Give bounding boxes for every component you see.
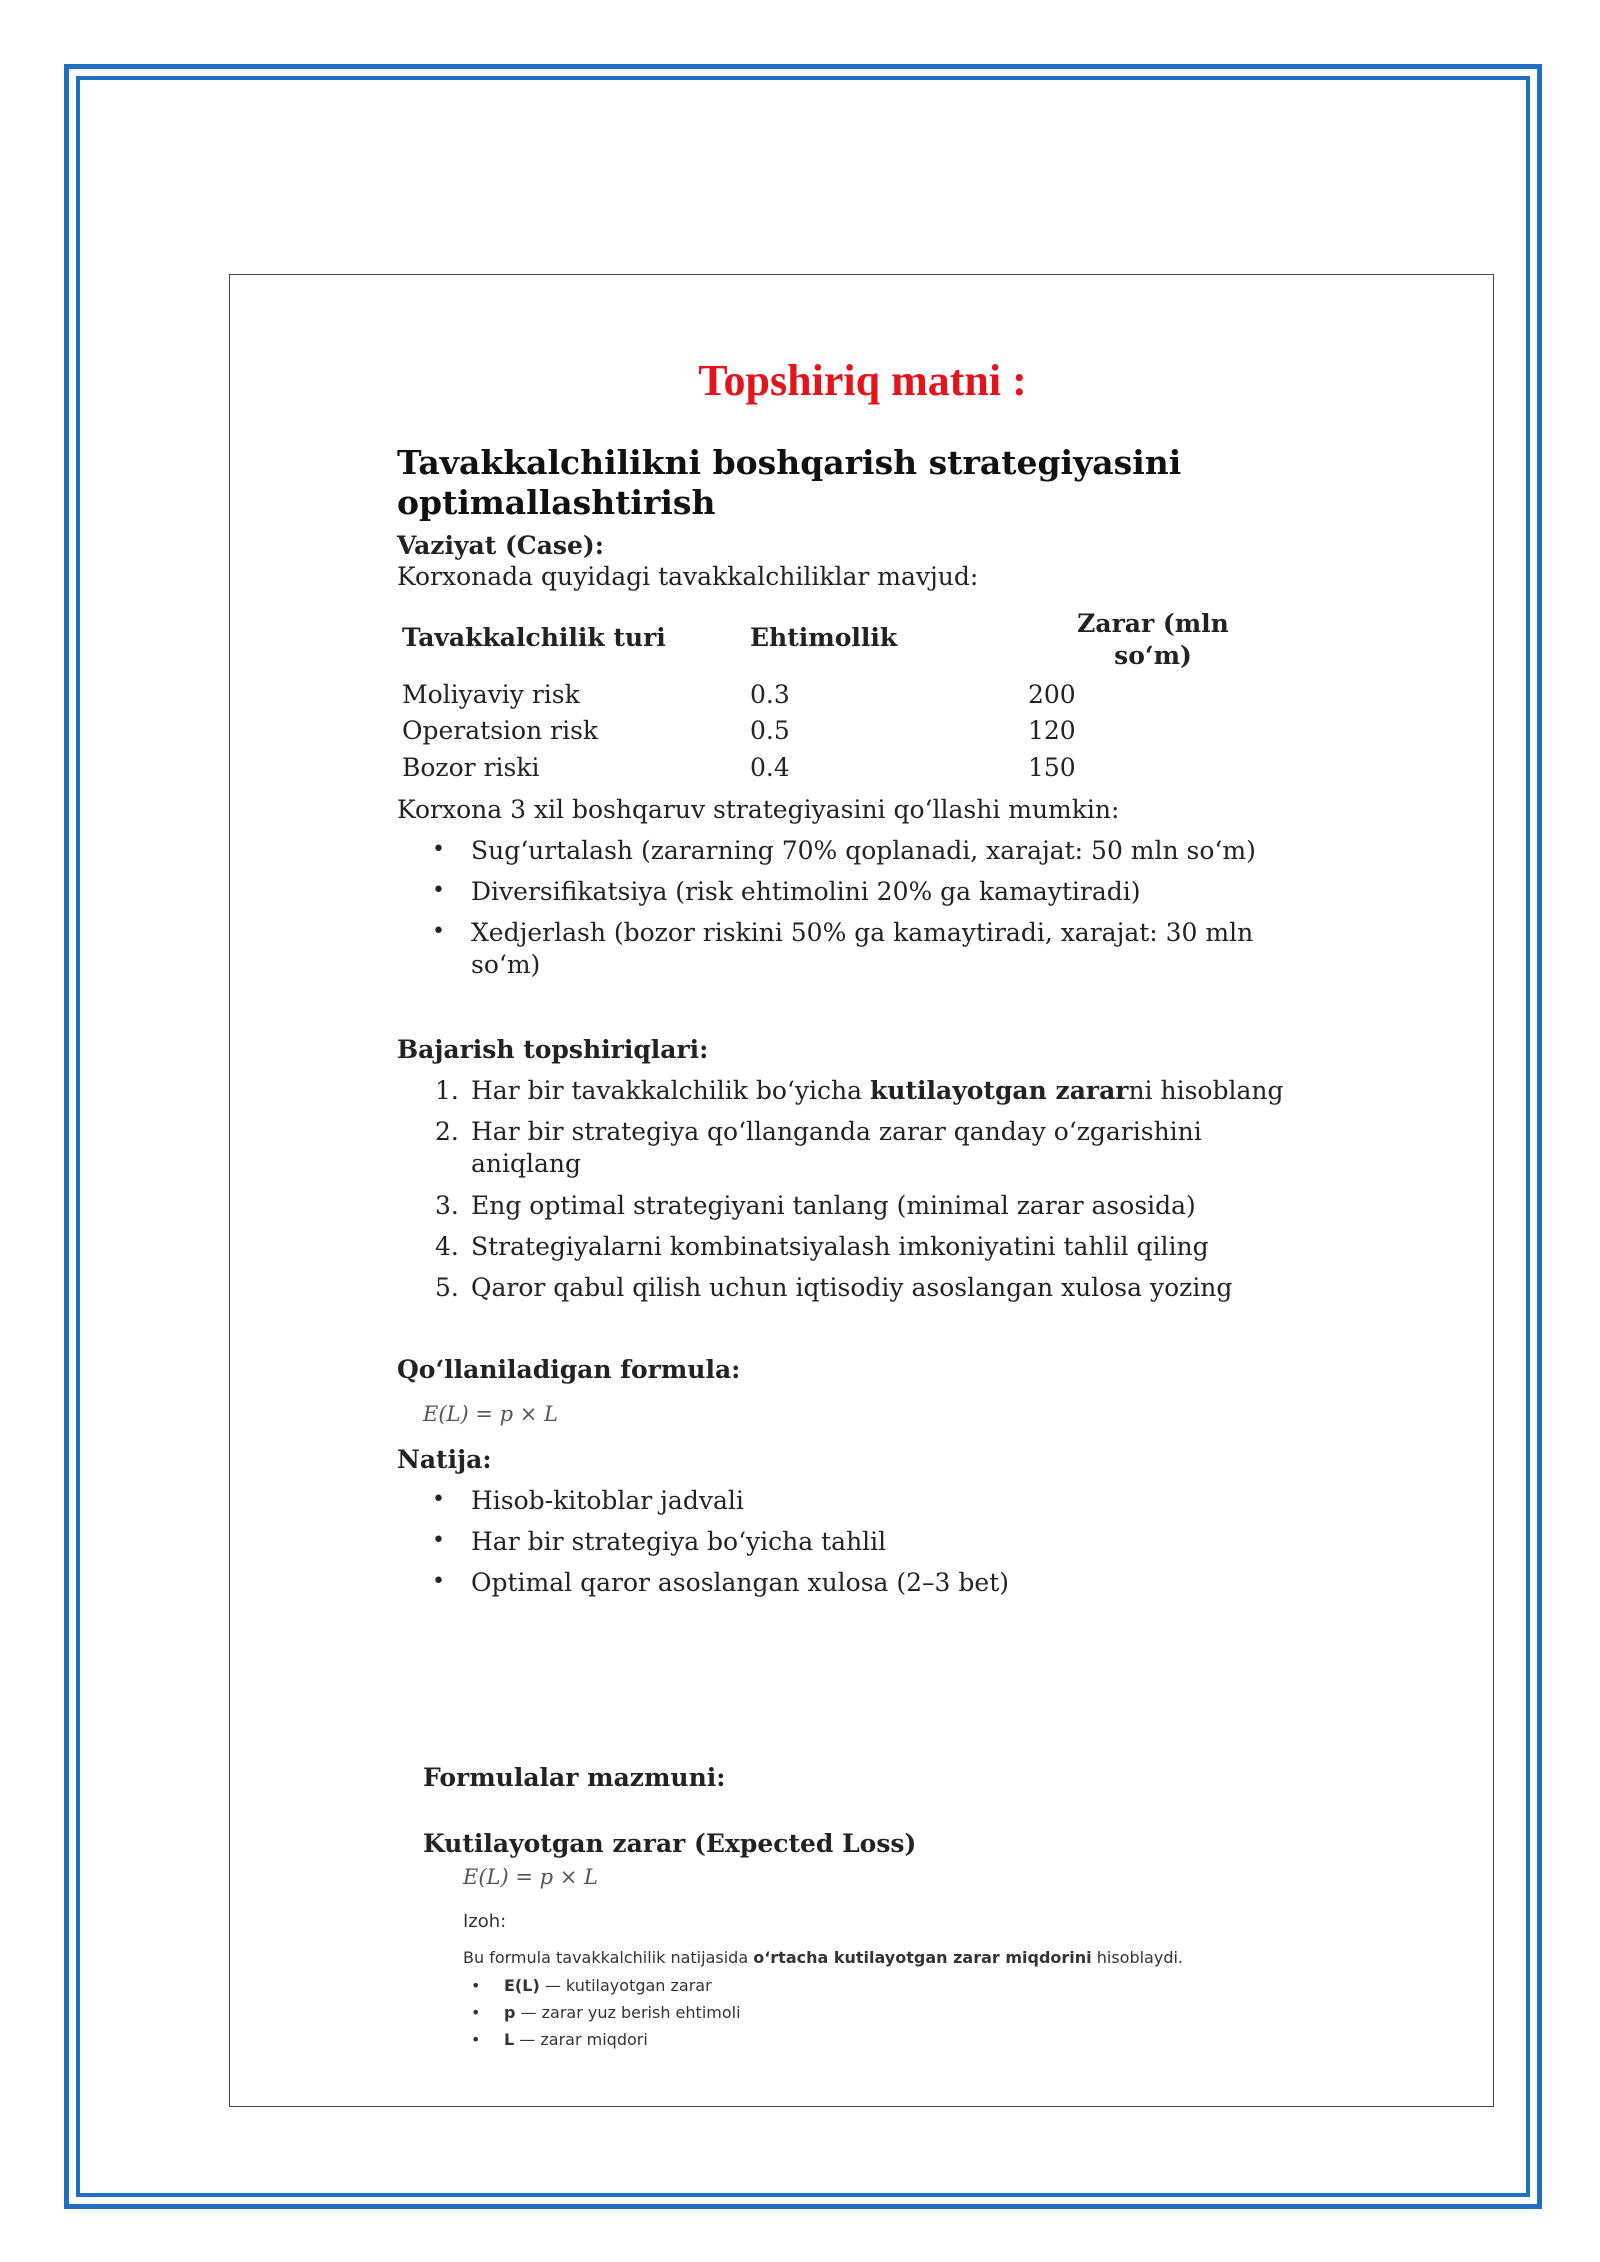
strategies-intro: Korxona 3 xil boshqaruv strategiyasini qo‘llashi mumkin: (397, 795, 1120, 824)
table-cell: 0.5 (750, 716, 790, 745)
task-number: 2. (435, 1117, 459, 1146)
table-cell: 200 (1028, 680, 1076, 709)
expected-loss-label: Kutilayotgan zarar (Expected Loss) (423, 1829, 917, 1858)
bullet-dot: • (471, 2030, 481, 2049)
note-text: Bu formula tavakkalchilik natijasida o‘rtacha kutilayotgan zarar miqdorini hisoblaydi. (463, 1948, 1184, 1967)
table-cell: Operatsion risk (402, 716, 599, 745)
bullet-dot: • (432, 1569, 445, 1594)
meanings-label: Formulalar mazmuni: (423, 1763, 726, 1792)
note-label: Izoh: (463, 1911, 507, 1932)
table-cell: 0.3 (750, 680, 790, 709)
bullet-dot: • (471, 2003, 481, 2022)
formula: E(L) = p × L (423, 1402, 558, 1426)
formula-2: E(L) = p × L (463, 1865, 598, 1889)
table-cell: Moliyaviy risk (402, 680, 580, 709)
task-number: 5. (435, 1273, 459, 1302)
table-header-probability: Ehtimollik (750, 623, 898, 652)
bullet-dot: • (432, 1528, 445, 1553)
table-cell: 120 (1028, 716, 1076, 745)
strategy-item: Xedjerlash (bozor riskini 50% ga kamaytiradi, xarajat: 30 mln (471, 918, 1254, 947)
task-number: 1. (435, 1076, 459, 1105)
document-page (229, 274, 1494, 2107)
result-item: Har bir strategiya bo‘yicha tahlil (471, 1527, 887, 1556)
task-item: Qaror qabul qilish uchun iqtisodiy asoslangan xulosa yozing (471, 1273, 1233, 1302)
tasks-label: Bajarish topshiriqlari: (397, 1035, 709, 1064)
bullet-dot: • (432, 1487, 445, 1512)
task-item: Har bir strategiya qo‘llanganda zarar qanday o‘zgarishini (471, 1117, 1202, 1146)
task-item: Strategiyalarni kombinatsiyalash imkoniyatini tahlil qiling (471, 1232, 1209, 1261)
definition-item: E(L) — kutilayotgan zarar (504, 1976, 712, 1995)
table-header-type: Tavakkalchilik turi (402, 623, 666, 652)
bullet-dot: • (432, 837, 445, 862)
bullet-dot: • (471, 1976, 481, 1995)
task-item-continuation: aniqlang (471, 1149, 582, 1178)
table-cell: 150 (1028, 753, 1076, 782)
strategy-item: Diversifikatsiya (risk ehtimolini 20% ga kamaytiradi) (471, 877, 1141, 906)
bullet-dot: • (432, 919, 445, 944)
definition-item: p — zarar yuz berish ehtimoli (504, 2003, 741, 2022)
result-item: Hisob-kitoblar jadvali (471, 1486, 744, 1515)
heading-line-2: optimallashtirish (397, 483, 716, 522)
task-number: 4. (435, 1232, 459, 1261)
task-number: 3. (435, 1191, 459, 1220)
formula-label: Qo‘llaniladigan formula: (397, 1355, 741, 1384)
strategy-item: Sug‘urtalash (zararning 70% qoplanadi, xarajat: 50 mln so‘m) (471, 836, 1256, 865)
heading-line-1: Tavakkalchilikni boshqarish strategiyasini (397, 443, 1182, 482)
strategy-item-continuation: so‘m) (471, 950, 541, 979)
table-cell: Bozor riski (402, 753, 540, 782)
result-label: Natija: (397, 1445, 492, 1474)
bullet-dot: • (432, 878, 445, 903)
result-item: Optimal qaror asoslangan xulosa (2–3 bet) (471, 1568, 1010, 1597)
table-header-loss-line1: Zarar (mln (1077, 609, 1229, 638)
table-header-loss-line2: so‘m) (1114, 641, 1192, 670)
task-item: Eng optimal strategiyani tanlang (minimal zarar asosida) (471, 1191, 1196, 1220)
table-cell: 0.4 (750, 753, 790, 782)
definition-item: L — zarar miqdori (504, 2030, 648, 2049)
case-intro: Korxonada quyidagi tavakkalchiliklar mavjud: (397, 562, 979, 591)
document-title: Topshiriq matni : (698, 356, 1027, 405)
task-item: Har bir tavakkalchilik bo‘yicha kutilayotgan zararni hisoblang (471, 1076, 1284, 1105)
case-label: Vaziyat (Case): (397, 531, 604, 560)
